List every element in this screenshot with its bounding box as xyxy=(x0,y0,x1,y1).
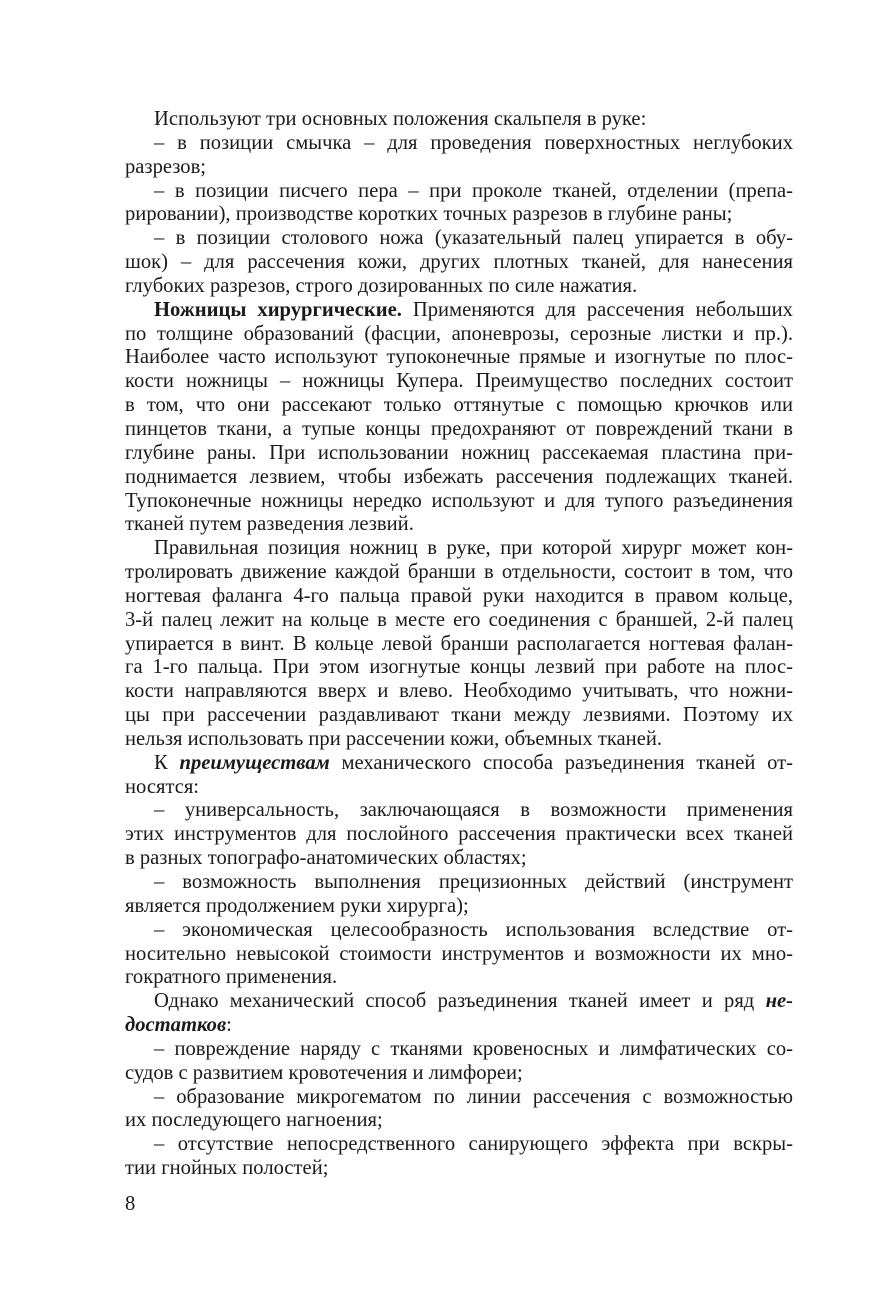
emphasis-run: достатков xyxy=(125,1014,227,1037)
emphasis-run: преимуществам xyxy=(179,751,330,774)
text-run: К xyxy=(154,751,180,774)
paragraph xyxy=(125,180,793,228)
text-run: гократного применения. xyxy=(125,966,338,989)
text-run: ногтевая фаланга 4-го пальца правой руки находится в правом кольце, xyxy=(125,584,793,607)
text-run: этих инструментов для послойного рассечения практически всех тканей xyxy=(125,823,793,846)
text-run: цы при рассечении раздавливают ткани между лезвиями. Поэтому их xyxy=(125,704,793,727)
text-line xyxy=(125,537,793,561)
text-run: их последующего нагноения; xyxy=(125,1109,383,1132)
text-run: – повреждение наряду с тканями кровеносных и лимфатических со- xyxy=(154,1037,793,1060)
text-run: пинцетов ткани, а тупые концы предохраняют от повреждений ткани в xyxy=(125,417,793,440)
text-run: поднимается лезвием, чтобы избежать рассечения подлежащих тканей. xyxy=(125,465,793,488)
text-line xyxy=(125,180,793,204)
text-run: механического способа разъединения тканей от- xyxy=(329,751,794,774)
text-line xyxy=(125,466,793,490)
text-run: упирается в винт. В кольце левой бранши располагается ногтевая фалан- xyxy=(125,632,793,655)
paragraph xyxy=(125,227,793,299)
text-run: – образование микрогематом по линии рассечения с возможностью xyxy=(154,1085,793,1108)
text-line xyxy=(125,680,793,704)
text-line xyxy=(125,1038,793,1062)
text-run: носительно невысокой стоимости инструментов и возможности их мно- xyxy=(125,942,793,965)
text-line xyxy=(125,1014,793,1038)
text-line xyxy=(125,990,793,1014)
text-run: является продолжением руки хирурга); xyxy=(125,894,469,917)
text-run: : xyxy=(226,1014,232,1037)
text-line xyxy=(125,871,793,895)
text-run: нельзя использовать при рассечении кожи, объемных тканей. xyxy=(125,727,663,750)
text-run: Наиболее часто используют тупоконечные прямые и изогнутые по плос- xyxy=(125,346,793,369)
text-run: рировании), производстве коротких точных разрезов в глубине раны; xyxy=(125,203,733,226)
text-line xyxy=(125,728,793,752)
paragraph xyxy=(125,299,793,537)
text-line xyxy=(125,1133,793,1157)
text-line xyxy=(125,585,793,609)
text-line xyxy=(125,776,793,800)
text-line xyxy=(125,346,793,370)
paragraph xyxy=(125,799,793,871)
page-body-text xyxy=(125,108,793,1181)
text-run: разрезов; xyxy=(125,155,207,178)
paragraph xyxy=(125,919,793,991)
text-line xyxy=(125,370,793,394)
text-line xyxy=(125,132,793,156)
text-line xyxy=(125,203,793,227)
text-run: – в позиции писчего пера – при проколе тканей, отделении (препа- xyxy=(154,179,793,202)
text-run: глубоких разрезов, строго дозированных по силе нажатия. xyxy=(125,274,638,297)
text-run: Однако механический способ разъединения тканей имеет и ряд xyxy=(154,990,766,1013)
text-run: кости ножницы – ножницы Купера. Преимущество последних состоит xyxy=(125,370,793,393)
text-line xyxy=(125,752,793,776)
text-run: – в позиции смычка – для проведения поверхностных неглубоких xyxy=(154,131,793,154)
text-line xyxy=(125,513,793,537)
text-run: – в позиции столового ножа (указательный палец упирается в обу- xyxy=(154,227,793,250)
text-line xyxy=(125,418,793,442)
paragraph xyxy=(125,537,793,752)
text-run: по толщине образований (фасции, апоневрозы, серозные листки и пр.). xyxy=(125,322,793,345)
text-run: шок) – для рассечения кожи, других плотных тканей, для нанесения xyxy=(125,251,793,274)
paragraph xyxy=(125,1133,793,1181)
paragraph xyxy=(125,752,793,800)
text-line xyxy=(125,156,793,180)
text-line xyxy=(125,108,793,132)
text-line xyxy=(125,609,793,633)
text-line xyxy=(125,442,793,466)
text-line xyxy=(125,561,793,585)
text-run: га 1-го пальца. При этом изогнутые концы лезвий при работе на плос- xyxy=(125,656,793,679)
text-line xyxy=(125,227,793,251)
text-line xyxy=(125,1157,793,1181)
emphasis-run: не- xyxy=(765,990,793,1013)
text-run: тканей путем разведения лезвий. xyxy=(125,513,414,536)
text-line xyxy=(125,943,793,967)
text-line xyxy=(125,966,793,990)
paragraph xyxy=(125,871,793,919)
text-run: – экономическая целесообразность использования вследствие от- xyxy=(154,918,793,941)
text-line xyxy=(125,394,793,418)
text-line xyxy=(125,490,793,514)
text-run: глубине раны. При использовании ножниц рассекаемая пластина при- xyxy=(125,441,793,464)
text-run: 3-й палец лежит на кольце в месте его соединения с браншей, 2-й палец xyxy=(125,608,793,631)
text-line xyxy=(125,704,793,728)
paragraph xyxy=(125,1038,793,1086)
text-run: носятся: xyxy=(125,775,200,798)
text-run: тролировать движение каждой бранши в отдельности, состоит в том, что xyxy=(125,561,793,584)
text-run: судов с развитием кровотечения и лимфореи; xyxy=(125,1061,523,1084)
text-run: Используют три основных положения скальпеля в руке: xyxy=(154,108,647,130)
text-line xyxy=(125,656,793,680)
text-line xyxy=(125,823,793,847)
text-line xyxy=(125,799,793,823)
paragraph xyxy=(125,990,793,1038)
text-run: в том, что они рассекают только оттянутые с помощью крючков или xyxy=(125,394,793,417)
text-run: в разных топографо-анатомических областях; xyxy=(125,847,527,870)
text-line xyxy=(125,1086,793,1110)
text-line xyxy=(125,847,793,871)
text-line xyxy=(125,895,793,919)
text-line xyxy=(125,323,793,347)
text-run: – возможность выполнения прецизионных действий (инструмент xyxy=(154,871,793,893)
text-run: кости направляются вверх и влево. Необходимо учитывать, что ножни- xyxy=(125,680,793,703)
paragraph xyxy=(125,108,793,132)
text-run: Правильная позиция ножниц в руке, при которой хирург может кон- xyxy=(154,537,793,560)
text-line xyxy=(125,275,793,299)
text-run: Тупоконечные ножницы нередко используют и для тупого разъединения xyxy=(125,489,793,512)
text-run: Применяются для рассечения небольших xyxy=(401,298,793,321)
paragraph xyxy=(125,132,793,180)
text-run: – отсутствие непосредственного санирующего эффекта при вскры- xyxy=(154,1133,793,1156)
text-line xyxy=(125,919,793,943)
paragraph xyxy=(125,1086,793,1134)
page-number: 8 xyxy=(125,1193,136,1215)
text-line xyxy=(125,251,793,275)
emphasis-run: Ножницы хирургические. xyxy=(154,298,402,321)
text-line xyxy=(125,1109,793,1133)
text-line xyxy=(125,1062,793,1086)
text-line xyxy=(125,299,793,323)
text-line xyxy=(125,633,793,657)
text-run: – универсальность, заключающаяся в возможности применения xyxy=(154,799,793,822)
text-run: тии гнойных полостей; xyxy=(125,1157,329,1180)
